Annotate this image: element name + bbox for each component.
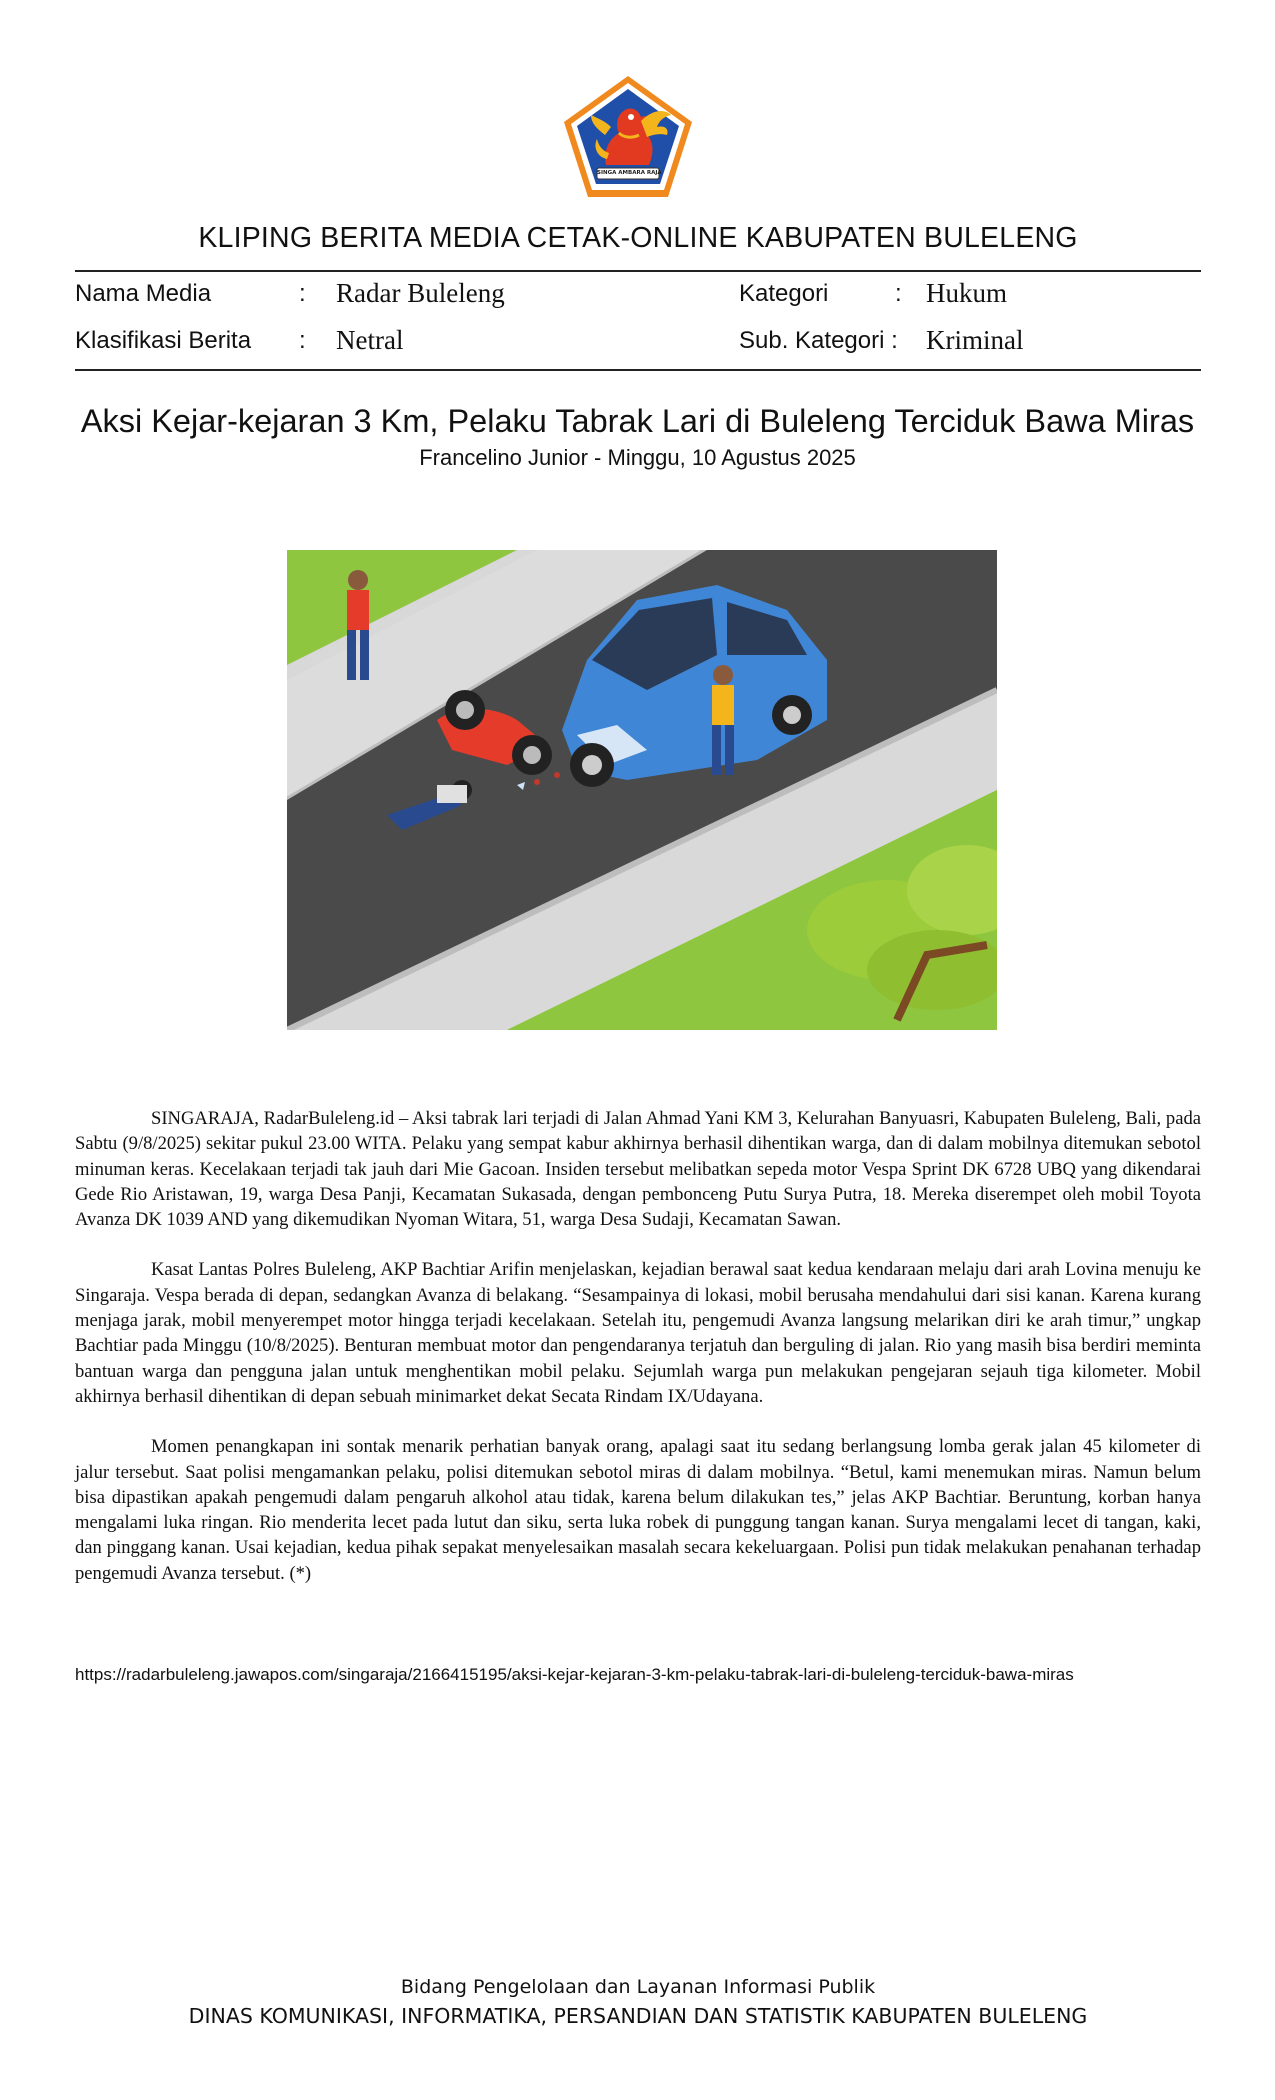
singa-ambara-raja-emblem-icon [561, 73, 695, 200]
nama-media-value: Radar Buleleng [336, 278, 505, 308]
kategori-value: Hukum [926, 278, 1007, 308]
kategori-colon: : [895, 280, 902, 307]
klasifikasi-colon: : [299, 327, 306, 354]
article-paragraph: SINGARAJA, RadarBuleleng.id – Aksi tabrak lari terjadi di Jalan Ahmad Yani KM 3, Kelurahan Banyuasri, Kabupaten Buleleng, Bali, pada Sabtu (9/8/2025) sekitar pukul 23.00 WITA. Pelaku yang sempat kabur akhirnya berhasil dihentikan warga, dan di dalam mobilnya ditemukan sebotol minuman keras. Kecelakaan terjadi tak jauh dari Mie Gacoan. Insiden tersebut melibatkan sepeda motor Vespa Sprint DK 6728 UBQ yang dikendarai Gede Rio Aristawan, 19, warga Desa Panji, Kecamatan Sukasada, dengan pembonceng Putu Surya Putra, 18. Mereka diserempet oleh mobil Toyota Avanza DK 1039 AND yang dikemudikan Nyoman Witara, 51, warga Desa Sudaji, Kecamatan Sawan. [75, 1108, 1201, 1231]
source-url-link[interactable]: https://radarbuleleng.jawapos.com/singaraja/2166415195/aksi-kejar-kejaran-3-km-pelaku-tabrak-lari-di-buleleng-terciduk-bawa-miras [75, 1665, 1074, 1684]
sub-kategori-value: Kriminal [926, 325, 1024, 355]
article-title: Aksi Kejar-kejaran 3 Km, Pelaku Tabrak Lari di Buleleng Terciduk Bawa Miras [80, 403, 1195, 439]
kategori-label: Kategori [739, 280, 829, 307]
article-paragraph: Momen penangkapan ini sontak menarik perhatian banyak orang, apalagi saat itu sedang berlangsung lomba gerak jalan 45 kilometer di jalur tersebut. Saat polisi mengamankan pelaku, polisi ditemukan sebotol miras di dalam mobilnya. “Betul, kami menemukan miras. Namun belum bisa dipastikan apakah pengemudi dalam pengaruh alkohol atau tidak, karena belum dilakukan tes,” jelas AKP Bachtiar. Beruntung, korban hanya mengalami luka ringan. Rio menderita lecet pada lutut dan siku, serta luka robek di punggung tangan kanan. Surya mengalami lecet di tangan, kaki, dan pinggang kanan. Usai kejadian, kedua pihak sepakat menyelesaikan masalah secara kekeluargaan. Polisi pun tidak melakukan penahanan terhadap pengemudi Avanza tersebut. (*) [75, 1436, 1201, 1584]
footer-department: Bidang Pengelolaan dan Layanan Informasi Publik [400, 1976, 876, 1998]
logo-motto: SINGA AMBARA RAJA [597, 170, 662, 176]
klasifikasi-label: Klasifikasi Berita [75, 327, 252, 354]
article-body [75, 1106, 1201, 1611]
klasifikasi-value: Netral [336, 325, 404, 355]
nama-media-label: Nama Media [75, 280, 212, 307]
article-paragraph: Kasat Lantas Polres Buleleng, AKP Bachtiar Arifin menjelaskan, kejadian berawal saat kedua kendaraan melaju dari arah Lovina menuju ke Singaraja. Vespa berada di depan, sedangkan Avanza di belakang. “Sesampainya di lokasi, mobil berusaha mendahului dari sisi kanan. Karena kurang menjaga jarak, mobil menyerempet motor hingga terjadi kecelakaan. Setelah itu, pengemudi Avanza langsung melarikan diri ke arah timur,” ungkap Bachtiar pada Minggu (10/8/2025). Benturan membuat motor dan pengendaranya terjatuh dan berguling di jalan. Rio yang masih bisa berdiri meminta bantuan warga dan pengguna jalan untuk menghentikan mobil pelaku. Sejumlah warga pun melakukan pengejaran sejauh tiga kilometer. Mobil akhirnya berhasil dihentikan di depan sebuah minimarket dekat Secata Rindam IX/Udayana. [75, 1259, 1201, 1407]
page-title: KLIPING BERITA MEDIA CETAK-ONLINE KABUPATEN BULELENG [198, 222, 1078, 254]
header-top-rule [75, 270, 1201, 272]
nama-media-colon: : [299, 280, 306, 307]
article-byline: Francelino Junior - Minggu, 10 Agustus 2025 [419, 445, 856, 470]
traffic-accident-illustration-icon [287, 550, 997, 1030]
header-bottom-rule [75, 369, 1201, 371]
sub-kategori-label: Sub. Kategori : [739, 327, 898, 354]
footer-agency: DINAS KOMUNIKASI, INFORMATIKA, PERSANDIAN DAN STATISTIK KABUPATEN BULELENG [188, 2004, 1088, 2028]
